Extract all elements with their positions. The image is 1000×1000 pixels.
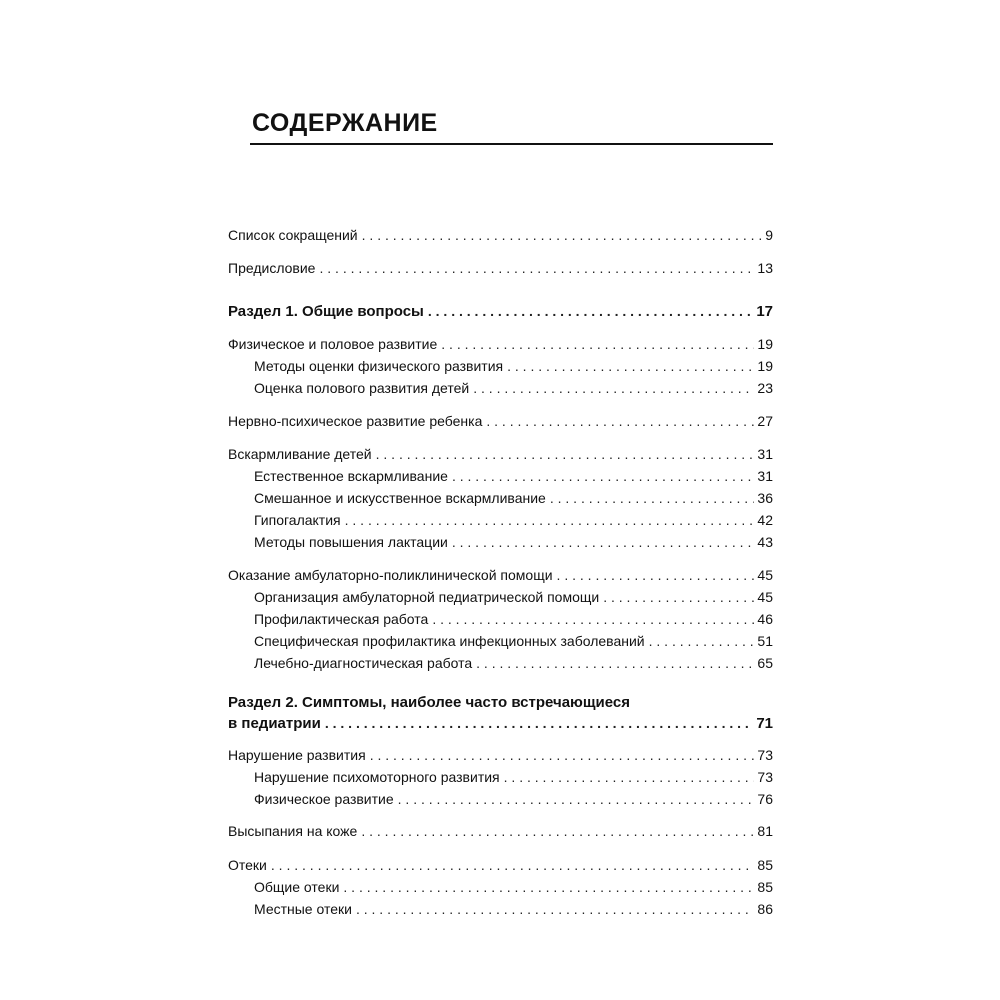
dot-leader — [603, 586, 754, 608]
page-title: СОДЕРЖАНИЕ — [252, 109, 438, 137]
page-number: 45 — [757, 567, 773, 583]
dot-leader — [271, 854, 755, 876]
toc-entry-natural-feeding[interactable]: Естественное вскармливание . . . 31 — [228, 465, 773, 487]
page-number: 71 — [756, 715, 773, 732]
dot-leader — [452, 465, 754, 487]
dot-leader — [432, 608, 754, 630]
dot-leader — [398, 788, 755, 810]
title-underline — [250, 143, 773, 145]
toc-entry-prophylactic[interactable]: Профилактическая работа . . . 46 — [228, 608, 773, 630]
page-number: 13 — [757, 260, 773, 276]
toc-entry-local-edema[interactable]: Местные отеки . . . 86 — [228, 898, 773, 920]
toc-entry-ambulatory[interactable]: Оказание амбулаторно-поликлинической помощи . . . 45 — [228, 564, 773, 586]
toc-entry-physical-methods[interactable]: Методы оценки физического развития . . . 19 — [228, 355, 773, 377]
page-number: 19 — [757, 336, 773, 352]
page-number: 19 — [757, 358, 773, 374]
page-number: 27 — [757, 413, 773, 429]
page-number: 85 — [757, 879, 773, 895]
dot-leader — [361, 820, 754, 842]
toc-entry-psychomotor[interactable]: Нарушение психомоторного развития . . . 73 — [228, 766, 773, 788]
page-number: 86 — [757, 901, 773, 917]
page-number: 31 — [757, 468, 773, 484]
dot-leader — [362, 224, 763, 246]
toc-entry-dev-disorder[interactable]: Нарушение развития . . . 73 — [228, 744, 773, 766]
toc-entry-sexual-eval[interactable]: Оценка полового развития детей . . . 23 — [228, 377, 773, 399]
page-number: 43 — [757, 534, 773, 550]
page-number: 42 — [757, 512, 773, 528]
toc-section-1[interactable]: Раздел 1. Общие вопросы . . . 17 — [228, 300, 773, 322]
dot-leader — [550, 487, 755, 509]
dot-leader — [319, 257, 754, 279]
toc-entry-physical[interactable]: Физическое и половое развитие . . . 19 — [228, 333, 773, 355]
dot-leader — [504, 766, 755, 788]
page-number: 73 — [757, 747, 773, 763]
dot-leader — [370, 744, 755, 766]
page-number: 17 — [756, 303, 773, 320]
page-number: 81 — [757, 823, 773, 839]
page-number: 36 — [757, 490, 773, 506]
page-number: 31 — [757, 446, 773, 462]
page-number: 23 — [757, 380, 773, 396]
dot-leader — [343, 876, 754, 898]
dot-leader — [507, 355, 754, 377]
dot-leader — [476, 652, 754, 674]
page-number: 85 — [757, 857, 773, 873]
dot-leader — [452, 531, 755, 553]
toc-entry-org-ambulatory[interactable]: Организация амбулаторной педиатрической помощи . . . 45 — [228, 586, 773, 608]
toc-entry-hypogalactia[interactable]: Гипогалактия . . . 42 — [228, 509, 773, 531]
toc-entry-lactation[interactable]: Методы повышения лактации . . . 43 — [228, 531, 773, 553]
toc-entry-general-edema[interactable]: Общие отеки . . . 85 — [228, 876, 773, 898]
page-number: 45 — [757, 589, 773, 605]
dot-leader — [376, 443, 755, 465]
toc-section-2[interactable]: Раздел 2. Симптомы, наиболее часто встречающиеся в педиатрии . . . 71 — [228, 692, 773, 734]
dot-leader — [649, 630, 755, 652]
page-number: 9 — [765, 227, 773, 243]
dot-leader — [325, 713, 753, 734]
dot-leader — [428, 300, 753, 322]
page-number: 73 — [757, 769, 773, 785]
page-number: 51 — [757, 633, 773, 649]
dot-leader — [486, 410, 754, 432]
toc-entry-mixed-feeding[interactable]: Смешанное и искусственное вскармливание . . . 36 — [228, 487, 773, 509]
toc-entry-preface[interactable]: Предисловие . . . 13 — [228, 257, 773, 279]
dot-leader — [356, 898, 754, 920]
page-number: 76 — [757, 791, 773, 807]
toc-group-front-matter — [228, 224, 773, 246]
toc-entry-specific-prophylaxis[interactable]: Специфическая профилактика инфекционных заболеваний . . . 51 — [228, 630, 773, 652]
toc-entry-feeding[interactable]: Вскармливание детей . . . 31 — [228, 443, 773, 465]
toc-entry-neuro[interactable]: Нервно-психическое развитие ребенка . . . 27 — [228, 410, 773, 432]
dot-leader — [345, 509, 755, 531]
toc-entry-rash[interactable]: Высыпания на коже . . . 81 — [228, 820, 773, 842]
page-number: 46 — [757, 611, 773, 627]
dot-leader — [441, 333, 754, 355]
dot-leader — [557, 564, 755, 586]
page-number: 65 — [757, 655, 773, 671]
dot-leader — [473, 377, 754, 399]
toc-entry-physical-dev[interactable]: Физическое развитие . . . 76 — [228, 788, 773, 810]
toc-entry-diagnostic[interactable]: Лечебно-диагностическая работа . . . 65 — [228, 652, 773, 674]
toc-entry-abbreviations[interactable]: Список сокращений . . . 9 — [228, 224, 773, 246]
toc-entry-edema[interactable]: Отеки . . . 85 — [228, 854, 773, 876]
